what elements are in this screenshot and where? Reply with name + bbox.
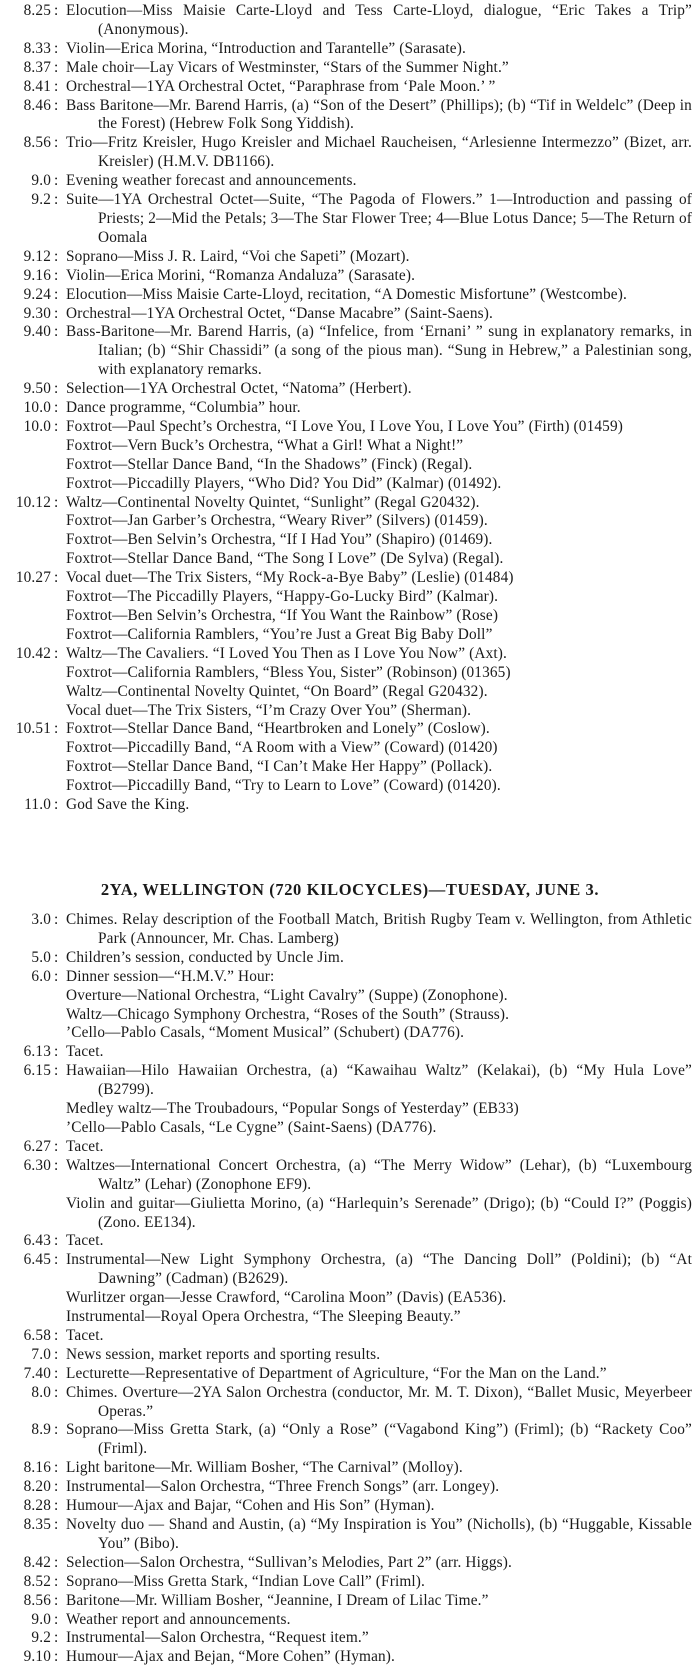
time-separator: : (54, 266, 59, 284)
entry-line: ’Cello—Pablo Casals, “Le Cygne” (Saint-Saens) (DA776). (66, 1118, 437, 1136)
entry-line: Chimes. Relay description of the Football Match, British Rugby Team v. Wellington, from Athletic Park (Announcer, Mr. Chas. Lamberg) (66, 911, 692, 947)
entry-line: Foxtrot—Stellar Dance Band, “In the Shadows” (Finck) (Regal). (66, 455, 473, 473)
entry-line: ’Cello—Pablo Casals, “Moment Musical” (Schubert) (DA776). (66, 1024, 465, 1042)
entry-text (66, 78, 700, 97)
programme-entry (0, 1554, 700, 1573)
entry-line: Trio—Fritz Kreisler, Hugo Kreisler and Michael Raucheisen, “Arlesienne Intermezzo” (Bizet, arr. Kreisler) (H.M.V. DB1166). (66, 134, 692, 171)
entry-line: Dance programme, “Columbia” hour. (66, 399, 301, 417)
time-separator: : (54, 1156, 59, 1174)
entry-time: 9.16 (23, 266, 51, 284)
programme-entry (0, 40, 700, 59)
entry-text (66, 1043, 700, 1062)
entry-time: 10.0 (23, 417, 51, 435)
programme-entry (0, 1043, 700, 1062)
entry-text (66, 645, 700, 721)
entry-line: Novelty duo — Shand and Austin, (a) “My Inspiration is You” (Nicholls), (b) “Huggable, Kissable You” (Bibo). (66, 1516, 692, 1552)
time-separator: : (54, 417, 59, 435)
time-separator: : (54, 1648, 59, 1666)
entry-line: Foxtrot—Paul Specht’s Orchestra, “I Love You, I Love You, I Love You” (Firth) (01459) (66, 417, 624, 435)
entry-line: Foxtrot—Ben Selvin’s Orchestra, “If I Had You” (Shapiro) (01469). (66, 531, 493, 549)
entry-line: Violin and guitar—Giulietta Morino, (a) “Harlequin’s Serenade” (Drigo); (b) “Could I?” (Poggis) (Zono. EE134). (66, 1194, 692, 1231)
entry-line: Foxtrot—Jan Garber’s Orchestra, “Weary River” (Silvers) (01459). (66, 512, 488, 530)
time-separator: : (54, 1232, 59, 1250)
programme-entry (0, 1232, 700, 1251)
entry-time: 10.51 (15, 720, 51, 738)
programme-entry (0, 172, 700, 191)
entry-time: 10.0 (23, 399, 51, 417)
programme-entry (0, 191, 700, 248)
entry-time: 8.0 (31, 1383, 51, 1401)
entry-text (66, 40, 700, 59)
entry-line: Foxtrot—Piccadilly Band, “Try to Learn to Love” (Coward) (01420). (66, 777, 501, 795)
programme-entry (0, 968, 700, 1044)
entry-line: Medley waltz—The Troubadours, “Popular Songs of Yesterday” (EB33) (66, 1100, 519, 1118)
entry-line: Vocal duet—The Trix Sisters, “My Rock-a-Bye Baby” (Leslie) (01484) (66, 569, 514, 587)
programme-entry (0, 286, 700, 305)
entry-text (66, 494, 700, 570)
entry-line: Suite—1YA Orchestral Octet—Suite, “The Pagoda of Flowers.” 1—Introduction and passing of Priests; 2—Mid the Petals; 3—The Star Flower Tree; 4—Blue Lotus Dance; 5—The Return of Oomala (66, 191, 692, 246)
entry-time: 8.20 (23, 1478, 51, 1496)
entry-line: Humour—Ajax and Bejan, “More Cohen” (Hyman). (66, 1648, 396, 1666)
programme-entry (0, 267, 700, 286)
time-separator: : (54, 39, 59, 57)
time-separator: : (54, 1421, 59, 1439)
time-separator: : (54, 1383, 59, 1401)
entry-line: Tacet. (66, 1043, 104, 1061)
entry-line: Elocution—Miss Maisie Carte-Lloyd, recitation, “A Domestic Misfortune” (Westcombe). (66, 285, 627, 303)
entry-line: Overture—National Orchestra, “Light Cavalry” (Suppe) (Zonophone). (66, 986, 508, 1004)
entry-text (66, 1516, 700, 1554)
evening-programme-1ya (0, 2, 700, 815)
time-separator: : (54, 967, 59, 985)
entry-time: 10.27 (15, 569, 51, 587)
entry-line: Hawaiian—Hilo Hawaiian Orchestra, (a) “Kawaihau Waltz” (Kelakai), (b) “My Hula Love” (B2799). (66, 1062, 692, 1099)
time-separator: : (54, 1572, 59, 1590)
entry-line: Chimes. Overture—2YA Salon Orchestra (conductor, Mr. M. T. Dixon), “Ballet Music, Meyerbeer Operas.” (66, 1383, 692, 1420)
time-separator: : (54, 948, 59, 966)
programme-entry (0, 305, 700, 324)
programme-entry (0, 796, 700, 815)
programme-entry (0, 248, 700, 267)
time-separator: : (54, 1459, 59, 1477)
time-separator: : (54, 134, 59, 152)
time-separator: : (54, 247, 59, 265)
programme-entry (0, 1384, 700, 1422)
entry-text (66, 1648, 700, 1667)
entry-line: Foxtrot—The Piccadilly Players, “Happy-Go-Lucky Bird” (Kalmar). (66, 588, 499, 606)
entry-line: Male choir—Lay Vicars of Westminster, “Stars of the Summer Night.” (66, 58, 509, 76)
entry-line: Tacet. (66, 1326, 104, 1344)
entry-line: Tacet. (66, 1137, 104, 1155)
entry-line: Wurlitzer organ—Jesse Crawford, “Carolina Moon” (Davis) (EA536). (66, 1289, 507, 1307)
entry-text (66, 968, 700, 1044)
programme-entry (0, 1251, 700, 1327)
entry-time: 8.46 (23, 96, 51, 114)
entry-text (66, 1346, 700, 1365)
entry-time: 10.42 (15, 644, 51, 662)
time-separator: : (54, 1516, 59, 1533)
entry-time: 9.40 (23, 323, 51, 341)
time-separator: : (54, 191, 59, 209)
time-separator: : (54, 1251, 59, 1269)
time-separator: : (54, 285, 59, 303)
programme-entry (0, 1573, 700, 1592)
entry-line: God Save the King. (66, 796, 190, 814)
programme-entry (0, 1365, 700, 1384)
time-separator: : (54, 1364, 59, 1382)
time-separator: : (54, 1610, 59, 1628)
entry-text (66, 2, 700, 40)
time-separator: : (54, 644, 59, 662)
entry-line: Soprano—Miss J. R. Laird, “Voi che Sapeti” (Mozart). (66, 247, 410, 265)
programme-entry (0, 399, 700, 418)
entry-line: Instrumental—Salon Orchestra, “Three French Songs” (arr. Longey). (66, 1478, 500, 1496)
entry-line: Humour—Ajax and Bajar, “Cohen and His Son” (Hyman). (66, 1497, 435, 1515)
time-separator: : (54, 1043, 59, 1061)
entry-text (66, 267, 700, 286)
time-separator: : (54, 720, 59, 738)
wellington-programme-2ya (0, 911, 700, 1667)
entry-line: Waltz—Continental Novelty Quintet, “Sunlight” (Regal G20432). (66, 493, 480, 511)
entry-text (66, 1251, 700, 1327)
entry-time: 3.0 (31, 911, 51, 928)
entry-line: Instrumental—Salon Orchestra, “Request item.” (66, 1629, 369, 1647)
programme-entry (0, 1516, 700, 1554)
entry-text (66, 305, 700, 324)
entry-text (66, 1062, 700, 1138)
entry-time: 9.12 (23, 247, 51, 265)
entry-line: Soprano—Miss Gretta Stark, (a) “Only a Rose” (“Vagabond King”) (Friml); (b) “Rackety Coo” (Friml). (66, 1421, 692, 1458)
entry-line: Foxtrot—Vern Buck’s Orchestra, “What a Girl! What a Night!” (66, 436, 464, 454)
programme-entry (0, 1611, 700, 1630)
entry-text (66, 134, 700, 172)
entry-line: Lecturette—Representative of Department of Agriculture, “For the Man on the Land.” (66, 1364, 607, 1382)
entry-line: Orchestral—1YA Orchestral Octet, “Danse Macabre” (Saint-Saens). (66, 304, 493, 322)
time-separator: : (54, 58, 59, 76)
entry-text (66, 59, 700, 78)
entry-line: Waltz—The Cavaliers. “I Loved You Then as I Love You Now” (Axt). (66, 644, 507, 662)
entry-line: Instrumental—Royal Opera Orchestra, “The Sleeping Beauty.” (66, 1308, 461, 1326)
entry-line: Violin—Erica Morini, “Romanza Andaluza” (Sarasate). (66, 266, 416, 284)
entry-time: 8.41 (23, 77, 51, 95)
entry-line: Orchestral—1YA Orchestral Octet, “Paraphrase from ‘Pale Moon.’ ” (66, 77, 496, 95)
entry-line: Elocution—Miss Maisie Carte-Lloyd and Tess Carte-Lloyd, dialogue, “Eric Takes a Trip” (Anonymous). (66, 2, 692, 38)
programme-entry (0, 380, 700, 399)
entry-text (66, 1138, 700, 1157)
entry-time: 9.30 (23, 304, 51, 322)
entry-time: 5.0 (31, 948, 51, 966)
entry-time: 6.13 (23, 1043, 51, 1061)
time-separator: : (54, 1062, 59, 1080)
time-separator: : (54, 569, 59, 587)
entry-text (66, 1232, 700, 1251)
entry-time: 8.37 (23, 58, 51, 76)
entry-text (66, 1384, 700, 1422)
time-separator: : (54, 1137, 59, 1155)
entry-text (66, 1157, 700, 1233)
entry-line: Violin—Erica Morina, “Introduction and Tarantelle” (Sarasate). (66, 39, 466, 57)
entry-line: Vocal duet—The Trix Sisters, “I’m Crazy Over You” (Sherman). (66, 701, 472, 719)
time-separator: : (54, 77, 59, 95)
entry-line: Waltzes—International Concert Orchestra, (a) “The Merry Widow” (Lehar), (b) “Luxembourg Waltz” (Lehar) (Zonophone EF9). (66, 1156, 692, 1193)
entry-line: Instrumental—New Light Symphony Orchestra, (a) “The Dancing Doll” (Poldini); (b) “At Dawning” (Cadman) (B2629). (66, 1251, 692, 1288)
entry-text (66, 1478, 700, 1497)
entry-time: 8.35 (23, 1516, 51, 1533)
entry-line: Evening weather forecast and announcements. (66, 172, 357, 190)
entry-time: 10.12 (15, 493, 51, 511)
entry-time: 8.28 (23, 1497, 51, 1515)
entry-line: Foxtrot—Piccadilly Band, “A Room with a View” (Coward) (01420) (66, 739, 498, 757)
programme-entry (0, 720, 700, 796)
entry-line: News session, market reports and sporting results. (66, 1345, 381, 1363)
time-separator: : (54, 1478, 59, 1496)
entry-text (66, 1611, 700, 1630)
programme-entry (0, 911, 700, 949)
time-separator: : (54, 796, 59, 814)
entry-time: 8.42 (23, 1553, 51, 1571)
programme-entry (0, 1648, 700, 1667)
entry-time: 11.0 (24, 796, 51, 814)
entry-text (66, 569, 700, 645)
entry-time: 9.24 (23, 285, 51, 303)
time-separator: : (54, 1497, 59, 1515)
entry-time: 9.0 (31, 1610, 51, 1628)
entry-line: Foxtrot—California Ramblers, “Bless You, Sister” (Robinson) (01365) (66, 663, 511, 681)
entry-text (66, 911, 700, 949)
entry-text (66, 1327, 700, 1346)
station-heading: 2YA, WELLINGTON (720 KILOCYCLES)—TUESDAY, JUNE 3. (100, 880, 600, 899)
time-separator: : (54, 1326, 59, 1344)
entry-line: Waltz—Chicago Symphony Orchestra, “Roses of the South” (Strauss). (66, 1005, 510, 1023)
programme-entry (0, 134, 700, 172)
entry-text (66, 949, 700, 968)
programme-entry (0, 1062, 700, 1138)
time-separator: : (54, 1629, 59, 1647)
programme-entry (0, 78, 700, 97)
time-separator: : (54, 399, 59, 417)
entry-time: 7.40 (23, 1364, 51, 1382)
programme-entry (0, 569, 700, 645)
entry-line: Baritone—Mr. William Bosher, “Jeannine, I Dream of Lilac Time.” (66, 1591, 489, 1609)
entry-line: Foxtrot—Stellar Dance Band, “Heartbroken and Lonely” (Coslow). (66, 720, 490, 738)
programme-entry (0, 1459, 700, 1478)
entry-line: Light baritone—Mr. William Bosher, “The Carnival” (Molloy). (66, 1459, 463, 1477)
entry-text (66, 1592, 700, 1611)
entry-text (66, 1573, 700, 1592)
time-separator: : (54, 380, 59, 398)
programme-entry (0, 1478, 700, 1497)
entry-line: Selection—1YA Orchestral Octet, “Natoma” (Herbert). (66, 380, 412, 398)
entry-text (66, 1421, 700, 1459)
entry-line: Weather report and announcements. (66, 1610, 291, 1628)
entry-text (66, 1554, 700, 1573)
entry-time: 9.50 (23, 380, 51, 398)
entry-text (66, 720, 700, 796)
entry-text (66, 191, 700, 248)
programme-entry (0, 2, 700, 40)
entry-text (66, 248, 700, 267)
entry-text (66, 1497, 700, 1516)
entry-text (66, 1365, 700, 1384)
entry-time: 8.25 (23, 2, 51, 19)
entry-time: 6.15 (23, 1062, 51, 1080)
programme-entry (0, 1346, 700, 1365)
entry-text (66, 399, 700, 418)
time-separator: : (54, 2, 59, 19)
entry-time: 8.52 (23, 1572, 51, 1590)
programme-entry (0, 418, 700, 494)
entry-time: 8.56 (23, 134, 51, 152)
entry-line: Foxtrot—California Ramblers, “You’re Just a Great Big Baby Doll” (66, 625, 493, 643)
time-separator: : (54, 172, 59, 190)
programme-entry (0, 323, 700, 380)
entry-time: 9.10 (23, 1648, 51, 1666)
entry-text (66, 1459, 700, 1478)
entry-line: Tacet. (66, 1232, 104, 1250)
programme-entry (0, 1157, 700, 1233)
programme-entry (0, 1421, 700, 1459)
time-separator: : (54, 96, 59, 114)
entry-time: 8.9 (31, 1421, 51, 1439)
entry-time: 8.56 (23, 1591, 51, 1609)
entry-line: Bass Baritone—Mr. Barend Harris, (a) “Son of the Desert” (Phillips); (b) “Tif in Weldelc” (Deep in the Forest) (Hebrew Folk Song Yiddish). (66, 96, 692, 133)
entry-line: Dinner session—“H.M.V.” Hour: (66, 967, 275, 985)
entry-time: 6.45 (23, 1251, 51, 1269)
programme-entry (0, 645, 700, 721)
programme-entry (0, 1629, 700, 1648)
entry-line: Foxtrot—Piccadilly Players, “Who Did? You Did” (Kalmar) (01492). (66, 474, 502, 492)
entry-line: Waltz—Continental Novelty Quintet, “On Board” (Regal G20432). (66, 682, 488, 700)
entry-time: 8.33 (23, 39, 51, 57)
entry-time: 7.0 (31, 1345, 51, 1363)
time-separator: : (54, 493, 59, 511)
entry-text (66, 796, 700, 815)
entry-time: 6.43 (23, 1232, 51, 1250)
programme-entry (0, 494, 700, 570)
entry-line: Children’s session, conducted by Uncle Jim. (66, 948, 344, 966)
entry-time: 9.2 (31, 191, 51, 209)
entry-time: 8.16 (23, 1459, 51, 1477)
time-separator: : (54, 1553, 59, 1571)
time-separator: : (54, 1345, 59, 1363)
entry-time: 9.0 (31, 172, 51, 190)
entry-line: Foxtrot—Stellar Dance Band, “The Song I Love” (De Sylva) (Regal). (66, 550, 504, 568)
entry-text (66, 418, 700, 494)
entry-time: 6.0 (31, 967, 51, 985)
entry-text (66, 286, 700, 305)
programme-entry (0, 1592, 700, 1611)
time-separator: : (54, 304, 59, 322)
programme-entry (0, 1138, 700, 1157)
time-separator: : (54, 911, 59, 928)
entry-line: Foxtrot—Stellar Dance Band, “I Can’t Make Her Happy” (Pollack). (66, 758, 493, 776)
entry-line: Bass-Baritone—Mr. Barend Harris, (a) “Infelice, from ‘Ernani’ ” sung in explanatory remarks, in Italian; (b) “Shir Chassidi” (a song of the pious man). “Sung in Hebrew,” a Palestinian song, with explanatory remarks. (66, 323, 692, 379)
entry-time: 9.2 (31, 1629, 51, 1647)
programme-entry (0, 97, 700, 135)
entry-line: Soprano—Miss Gretta Stark, “Indian Love Call” (Friml). (66, 1572, 426, 1590)
entry-text (66, 97, 700, 135)
time-separator: : (54, 323, 59, 341)
programme-entry (0, 1327, 700, 1346)
entry-text (66, 323, 700, 380)
entry-line: Foxtrot—Ben Selvin’s Orchestra, “If You Want the Rainbow” (Rose) (66, 607, 499, 624)
programme-entry (0, 1497, 700, 1516)
programme-entry (0, 59, 700, 78)
time-separator: : (54, 1591, 59, 1609)
programme-entry (0, 949, 700, 968)
entry-text (66, 172, 700, 191)
entry-time: 6.27 (23, 1137, 51, 1155)
entry-text (66, 1629, 700, 1648)
entry-text (66, 380, 700, 399)
entry-time: 6.30 (23, 1156, 51, 1174)
entry-time: 6.58 (23, 1326, 51, 1344)
entry-line: Selection—Salon Orchestra, “Sullivan’s Melodies, Part 2” (arr. Higgs). (66, 1553, 512, 1571)
